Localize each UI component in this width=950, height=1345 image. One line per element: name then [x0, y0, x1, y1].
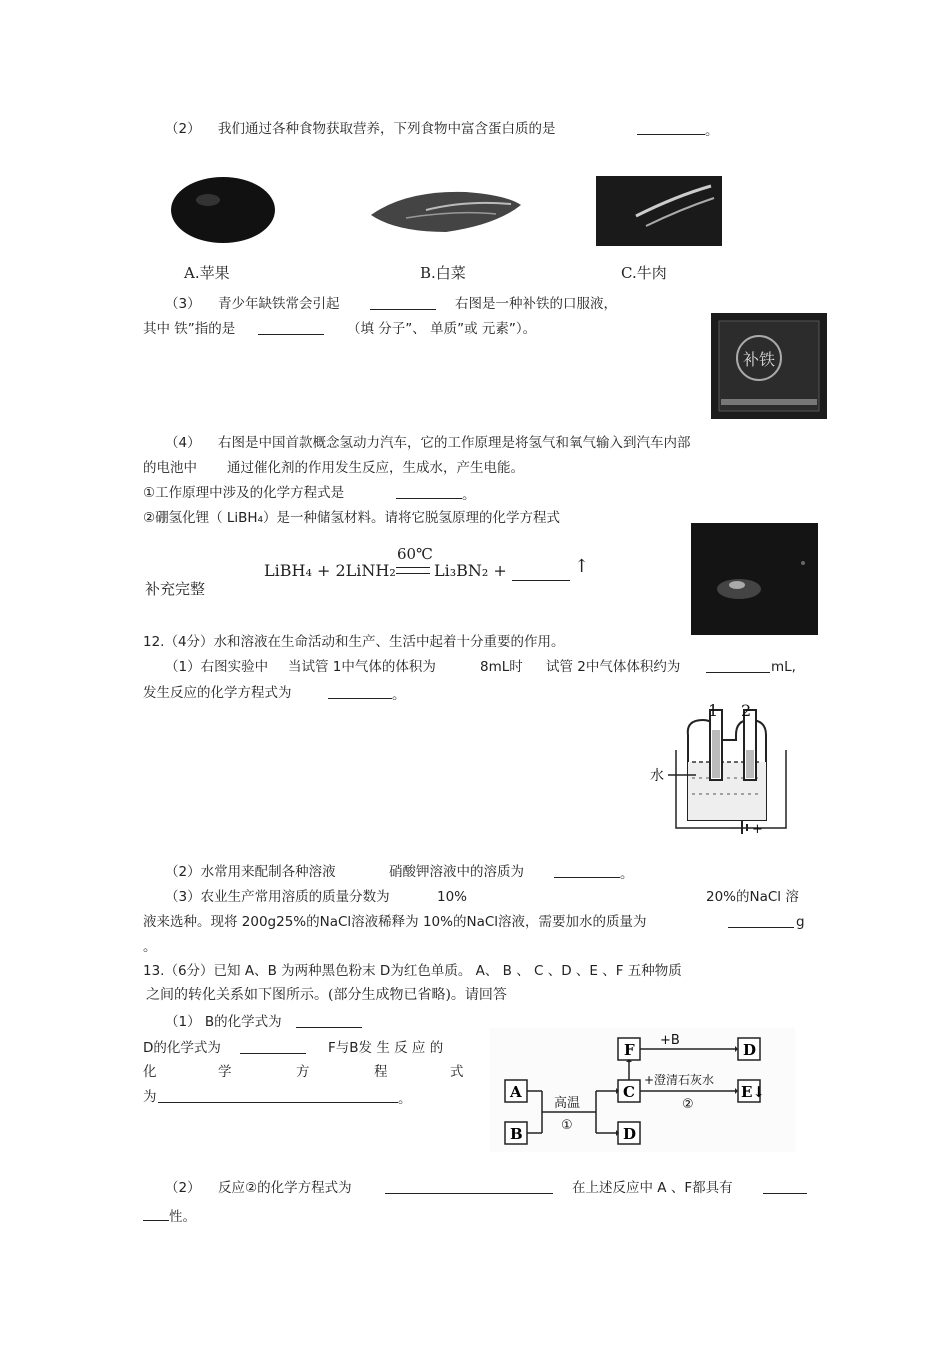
- water-label: 水: [650, 768, 664, 784]
- cabbage-image: [366, 180, 526, 240]
- node-a: A: [510, 1083, 522, 1101]
- option-a-label: A.苹果: [184, 264, 230, 282]
- equation-equals: [396, 567, 430, 574]
- box-label: 补铁: [743, 350, 776, 369]
- q13-p1f: 。: [398, 1091, 412, 1107]
- node-b: B: [510, 1125, 523, 1143]
- cond-plus-b: +B: [660, 1033, 680, 1048]
- iron-supplement-box-image: [711, 313, 827, 419]
- equation-condition: 60℃: [397, 545, 433, 563]
- q11-p3-line2b: （填 分子”、 单质”或 元素”）。: [347, 321, 537, 337]
- q11-p4-sub2: ②硼氢化锂（ LiBH₄）是一种储氢材料。请将它脱氢原理的化学方程式: [143, 510, 560, 526]
- q12-p1b: 当试管 1中气体的体积为: [288, 659, 436, 675]
- q11-p3-text1: 青少年缺铁常会引起: [218, 296, 340, 312]
- q12-p3a: （3）农业生产常用溶质的质量分数为: [165, 889, 390, 905]
- beef-image: [596, 176, 722, 246]
- q12-p3-blank[interactable]: [728, 913, 794, 933]
- q12-p1e: mL,: [771, 659, 796, 675]
- q11-p4-line1: 右图是中国首款概念氢动力汽车，它的工作原理是将氢气和氧气输入到汽车内部: [218, 435, 691, 451]
- q13-p2d: 性。: [169, 1209, 196, 1225]
- reaction-2-label: ②: [682, 1097, 694, 1112]
- q12-p3b: 10%: [437, 889, 468, 905]
- q12-p2c: 。: [620, 866, 634, 882]
- q12-p1-blank[interactable]: [706, 658, 770, 678]
- q11-p3-num: （3）: [165, 296, 201, 312]
- q11-p2-num: （2）: [165, 121, 201, 137]
- q13-head2: 之间的转化关系如下图所示。(部分生成物已省略)。请回答: [146, 987, 507, 1003]
- q11-p2-text: 我们通过各种食物获取营养，下列食物中富含蛋白质的是: [218, 121, 556, 137]
- plus-label: +: [752, 822, 763, 837]
- q13-p2a: （2）: [165, 1180, 201, 1196]
- q12-p2b: 硝酸钾溶液中的溶质为: [389, 864, 524, 880]
- q11-p4-num: （4）: [165, 435, 201, 451]
- q13-p2-blank1[interactable]: [385, 1179, 553, 1199]
- q13-p1c: F与B发 生 反 应 的: [328, 1040, 444, 1056]
- tube-1-label: 1: [708, 701, 719, 720]
- q11-p4-sub1-blank[interactable]: [396, 484, 476, 504]
- q13-head1: 13.（6分）已知 A、B 为两种黑色粉末 D为红色单质。 A、 B 、 C 、D 、E 、F 五种物质: [143, 963, 682, 979]
- cond-limewater: +澄清石灰水: [644, 1073, 715, 1087]
- q13-p2b: 反应②的化学方程式为: [218, 1180, 352, 1196]
- q11-p3-line2a: 其中 铁”指的是: [143, 321, 236, 337]
- q11-p2-blank[interactable]: [637, 120, 719, 140]
- option-c-label: C.牛肉: [621, 264, 667, 282]
- q12-p3d: 液来选种。现将 200g25%的NaCl溶液稀释为 10%的NaCl溶液，需要加水的质量为: [143, 914, 647, 930]
- q11-p3-text2: 右图是一种补铁的口服液，: [455, 296, 617, 312]
- node-d-top: D: [743, 1041, 757, 1059]
- q13-p1d-4: 式: [450, 1064, 464, 1080]
- q13-p1d-0: 化: [143, 1064, 157, 1080]
- q12-p1f: 发生反应的化学方程式为: [143, 685, 292, 701]
- q12-p1g: 。: [392, 687, 406, 703]
- q13-p1-blank1[interactable]: [296, 1013, 362, 1033]
- reaction-flow-diagram: [490, 1028, 795, 1152]
- equation-left: LiBH₄ + 2LiNH₂: [264, 561, 396, 580]
- apple-image: [168, 172, 278, 247]
- q12-p1d: 试管 2中气体体积约为: [546, 659, 681, 675]
- q13-p1d-1: 学: [218, 1064, 232, 1080]
- reaction-1-label: ①: [561, 1118, 573, 1133]
- q11-p4-sub2-end: 补充完整: [145, 580, 206, 598]
- equation-blank[interactable]: [512, 566, 570, 586]
- equation-arrow: ↑: [574, 556, 590, 577]
- minus-label: －: [728, 822, 742, 837]
- q11-p4-sub1: ①工作原理中涉及的化学方程式是: [143, 485, 345, 501]
- q13-p1d-2: 方: [296, 1064, 310, 1080]
- hydrogen-car-image: [691, 523, 818, 635]
- node-d-bottom: D: [623, 1125, 637, 1143]
- option-b-label: B.白菜: [420, 264, 466, 282]
- node-e: E↓: [741, 1083, 766, 1101]
- cond-high-temp: 高温: [554, 1096, 581, 1111]
- q13-p1b: D的化学式为: [143, 1040, 221, 1056]
- q11-p4-line2a: 的电池中: [143, 460, 197, 476]
- equation-right: Li₃BN₂ +: [434, 561, 507, 580]
- q12-p1-blank2[interactable]: [328, 684, 406, 704]
- q11-p4-line2b: 通过催化剂的作用发生反应，生成水，产生电能。: [227, 460, 524, 476]
- q12-p3f: 。: [143, 939, 157, 955]
- q12-p1c: 8mL时: [480, 659, 523, 675]
- q13-p2c: 在上述反应中 A 、F都具有: [572, 1180, 733, 1196]
- sub1-end: 。: [462, 487, 476, 503]
- q13-p1e: 为: [143, 1089, 157, 1105]
- q13-p2-blank3[interactable]: [143, 1206, 196, 1226]
- q11-p3-blank1[interactable]: [370, 295, 436, 315]
- q12-p1a: （1）右图实验中: [165, 659, 269, 675]
- q12-p3c: 20%的NaCl 溶: [706, 889, 799, 905]
- q12-p3e: g: [796, 914, 805, 930]
- q13-p1d-3: 程: [374, 1064, 388, 1080]
- q12-p2a: （2）水常用来配制各种溶液: [165, 864, 336, 880]
- q13-p2-blank2[interactable]: [763, 1179, 807, 1199]
- node-f: F: [624, 1041, 635, 1059]
- q11-p2-end: 。: [705, 123, 719, 139]
- q12-p2-blank[interactable]: [554, 863, 634, 883]
- q11-p3-blank2[interactable]: [258, 320, 324, 340]
- electrolysis-apparatus: [648, 700, 808, 842]
- node-c: C: [623, 1083, 635, 1101]
- q13-p1-blank2[interactable]: [240, 1039, 306, 1059]
- tube-2-label: 2: [741, 701, 752, 720]
- q13-p1-blank3[interactable]: [158, 1088, 412, 1108]
- q12-head: 12.（4分）水和溶液在生命活动和生产、生活中起着十分重要的作用。: [143, 634, 565, 650]
- q13-p1a: （1） B的化学式为: [165, 1014, 282, 1030]
